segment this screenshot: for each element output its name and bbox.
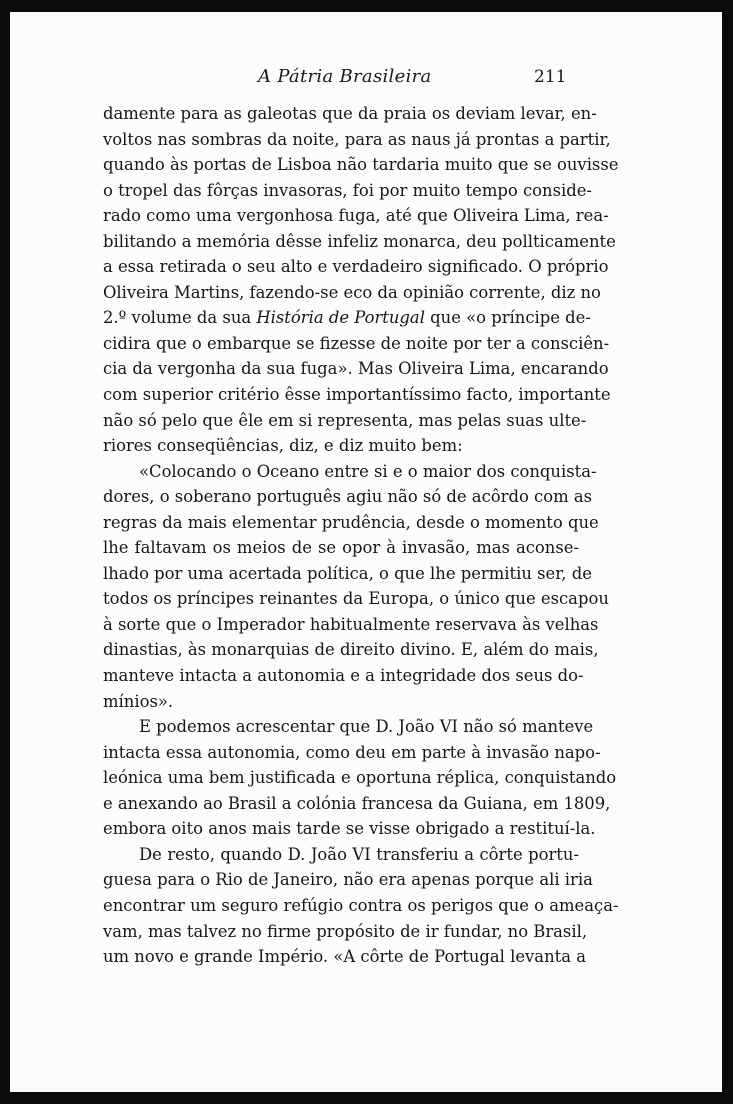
text-line: e anexando ao Brasil a colónia francesa da Guiana, em 1809, [103, 793, 611, 813]
text-segment: 2.º volume da sua [103, 308, 257, 328]
text-line: bilitando a memória dêsse infeliz monarca, deu pollticamente [103, 231, 616, 251]
text-line: damente para as galeotas que da praia os deviam levar, en- [103, 104, 597, 123]
paragraph-start-line: E podemos acrescentar que D. João VI não só manteve [139, 717, 594, 737]
text-line: o tropel das fôrças invasoras, foi por muito tempo conside- [103, 180, 592, 200]
text-line: manteve intacta a autonomia e a integridade dos seus do- [103, 666, 584, 686]
text-line: regras da mais elementar prudência, desde o momento que [103, 512, 599, 532]
text-line: embora oito anos mais tarde se visse obrigado a restituí-la. [103, 819, 596, 839]
body-text [103, 101, 619, 970]
text-line: à sorte que o Imperador habitualmente reservava às velhas [103, 614, 599, 634]
text-line: dores, o soberano português agiu não só de acôrdo com as [103, 487, 593, 507]
book-title-italic: História de Portugal [256, 308, 425, 328]
text-line: vam, mas talvez no firme propósito de ir fundar, no Brasil, [103, 921, 588, 941]
text-line: mínios». [103, 691, 174, 711]
text-line: riores conseqüências, diz, e diz muito bem: [103, 436, 463, 456]
text-line: lhado por uma acertada política, o que lhe permitiu ser, de [103, 563, 592, 583]
text-segment: que «o príncipe de- [424, 308, 591, 328]
text-line: um novo e grande Império. «A côrte de Portugal levanta a [103, 947, 586, 967]
text-line: dinastias, às monarquias de direito divino. E, além do mais, [103, 640, 599, 660]
page-header [10, 66, 722, 92]
text-line: todos os príncipes reinantes da Europa, o único que escapou [103, 589, 609, 609]
text-line: leónica uma bem justificada e oportuna réplica, conquistando [103, 768, 617, 788]
paragraph-start-line: De resto, quando D. João VI transferiu a côrte portu- [139, 844, 579, 864]
text-line: cidira que o embarque se fizesse de noite por ter a consciên- [103, 333, 610, 353]
text-line: intacta essa autonomia, como deu em parte à invasão napo- [103, 742, 601, 762]
text-line: quando às portas de Lisboa não tardaria muito que se ouvisse [103, 155, 619, 175]
quote-start-line: «Colocando o Oceano entre si e o maior dos conquista- [139, 461, 597, 481]
text-line: voltos nas sombras da noite, para as naus já prontas a partir, [103, 129, 611, 149]
text-line: a essa retirada o seu alto e verdadeiro significado. O próprio [103, 257, 609, 277]
running-title: A Pátria Brasileira [258, 66, 432, 87]
text-line: não só pelo que êle em si representa, mas pelas suas ulte- [103, 410, 587, 430]
text-line: encontrar um seguro refúgio contra os perigos que o ameaça- [103, 895, 619, 915]
text-line: Oliveira Martins, fazendo-se eco da opinião corrente, diz no [103, 282, 601, 302]
book-page [10, 12, 722, 1092]
text-line: guesa para o Rio de Janeiro, não era apenas porque ali iria [103, 870, 593, 890]
text-line-with-italic [103, 305, 591, 331]
text-line: lhe faltavam os meios de se opor à invasão, mas aconse- [103, 538, 579, 558]
text-line: com superior critério êsse importantíssimo facto, importante [103, 385, 611, 405]
text-line: cia da vergonha da sua fuga». Mas Oliveira Lima, encarando [103, 359, 609, 379]
page-number: 211 [534, 67, 567, 87]
text-line: rado como uma vergonhosa fuga, até que Oliveira Lima, rea- [103, 206, 609, 226]
